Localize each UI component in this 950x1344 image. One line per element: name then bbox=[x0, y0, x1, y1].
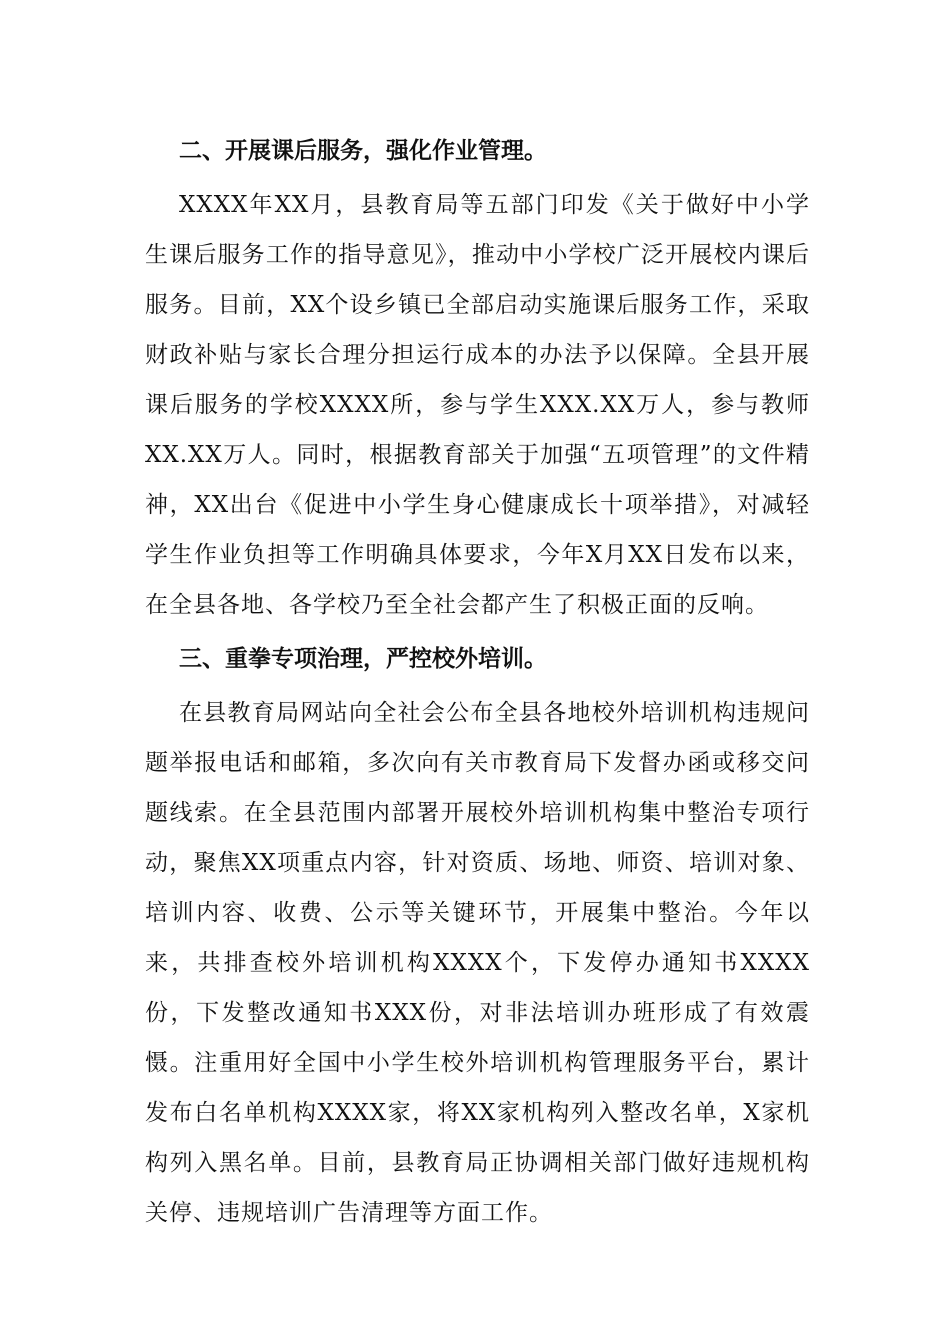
section-paragraph-3: 在县教育局网站向全社会公布全县各地校外培训机构违规问题举报电话和邮箱，多次向有关市教育局下发督办函或移交问题线索。在全县范围内部署开展校外培训机构集中整治专项行动，聚焦XX项重点内容，针对资质、场地、师资、培训对象、培训内容、收费、公示等关键环节，开展集中整治。今年以来，共排查校外培训机构XXXX个，下发停办通知书XXXX份，下发整改通知书XXX份，对非法培训办班形成了有效震慑。注重用好全国中小学生校外培训机构管理服务平台，累计发布白名单机构XXXX家，将XX家机构列入整改名单，X家机构列入黑名单。目前，县教育局正协调相关部门做好违规机构关停、违规培训广告清理等方面工作。 bbox=[145, 700, 810, 1226]
document-body bbox=[145, 126, 810, 1238]
section-paragraph-2: XXXX年XX月，县教育局等五部门印发《关于做好中小学生课后服务工作的指导意见》，推动中小学校广泛开展校内课后服务。目前，XX个设乡镇已全部启动实施课后服务工作，采取财政补贴与家长合理分担运行成本的办法予以保障。全县开展课后服务的学校XXXX所，参与学生XXX.XX万人，参与教师XX.XX万人。同时，根据教育部关于加强“五项管理”的文件精神，XX出台《促进中小学生身心健康成长十项举措》，对减轻学生作业负担等工作明确具体要求，今年X月XX日发布以来，在全县各地、各学校乃至全社会都产生了积极正面的反响。 bbox=[145, 192, 810, 618]
section-heading-2: 二、开展课后服务，强化作业管理。 bbox=[179, 137, 547, 164]
section-heading-3: 三、重拳专项治理，严控校外培训。 bbox=[179, 645, 547, 672]
